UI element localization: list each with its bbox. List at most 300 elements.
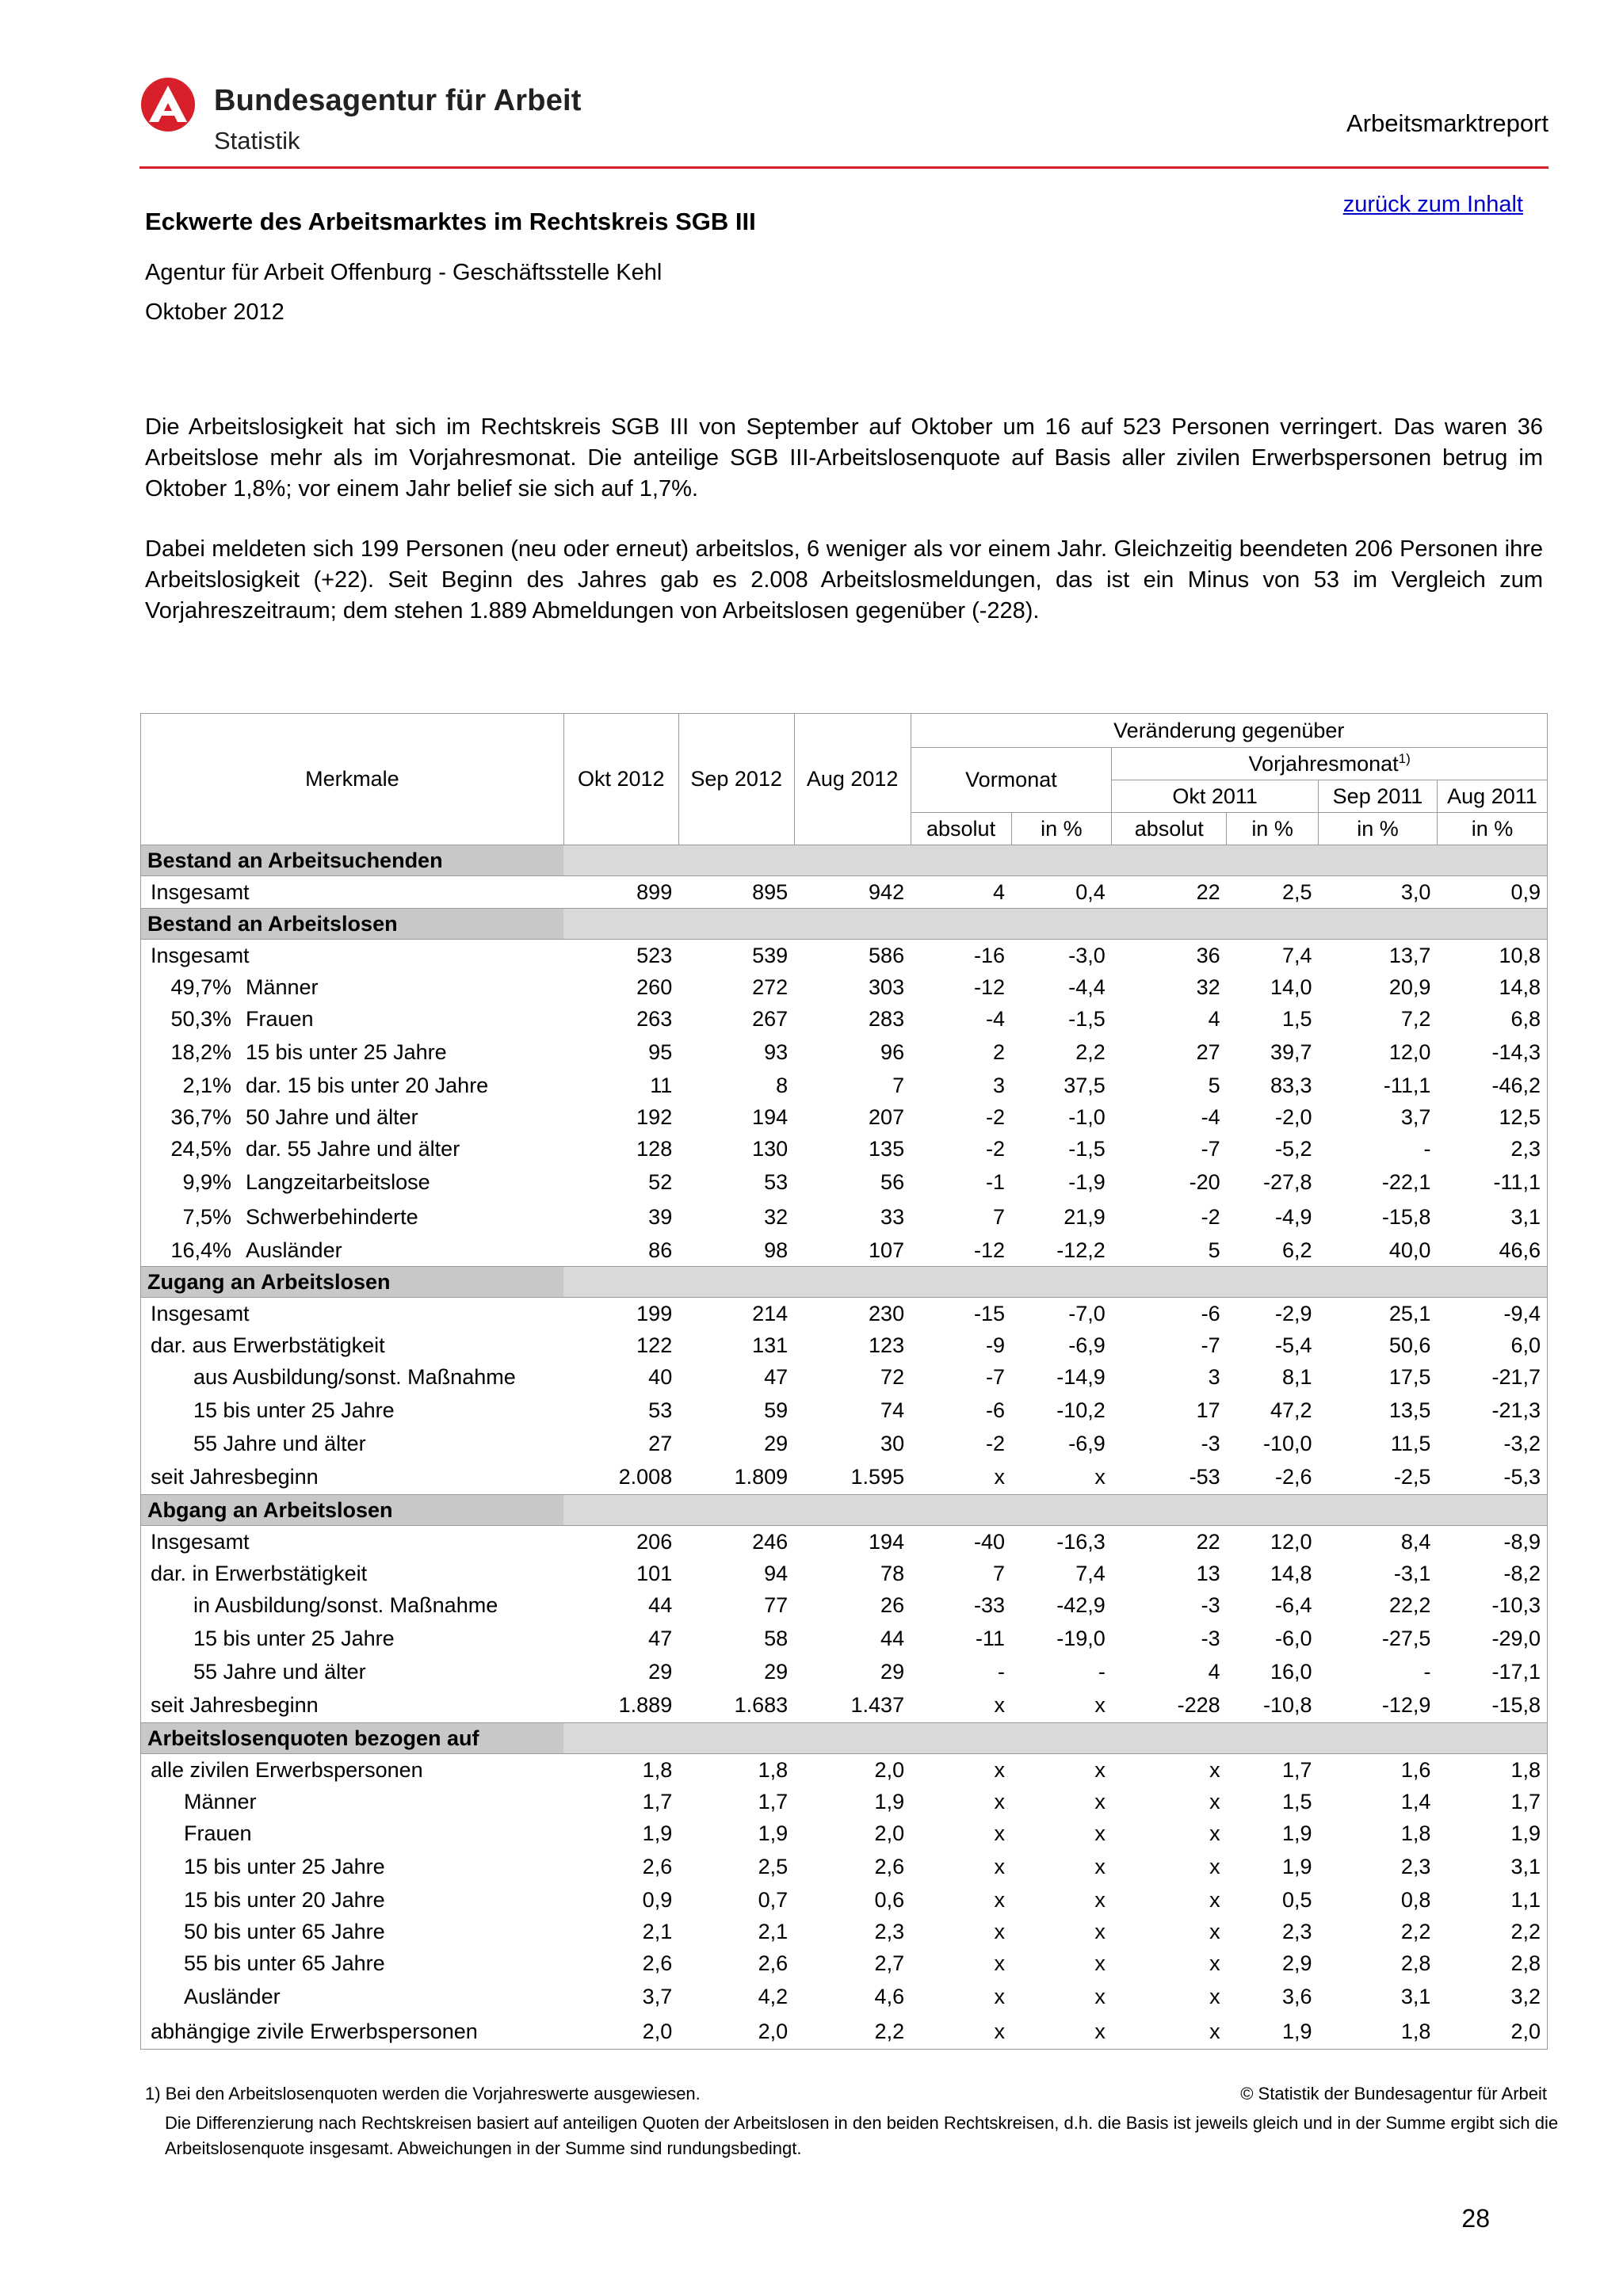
table-row: [141, 1916, 1548, 1947]
value-cell: 272: [752, 974, 789, 999]
value-cell: 7,4: [1281, 943, 1312, 967]
table-row: [141, 1817, 1548, 1849]
section-title: Arbeitslosenquoten bezogen auf: [141, 1723, 564, 1754]
value-cell: -2,9: [1274, 1301, 1312, 1325]
table-row: [141, 1199, 1548, 1234]
table-row: [141, 2014, 1548, 2050]
value-cell: 2,0: [1437, 2014, 1547, 2050]
value-cell: x: [1094, 1951, 1106, 1975]
table-row: [141, 1165, 1548, 1199]
value-cell: -7: [985, 1364, 1005, 1389]
value-cell: 40,0: [1388, 1238, 1431, 1262]
value-cell: 17: [1196, 1398, 1220, 1422]
value-cell: 3,6: [1281, 1984, 1312, 2008]
value-cell: 2,3: [1437, 1133, 1547, 1165]
value-cell: 11: [650, 1073, 673, 1097]
header-sep2011-pct: in %: [1319, 813, 1438, 845]
value-cell: x: [1209, 1951, 1220, 1975]
value-cell: -3,1: [1393, 1561, 1431, 1585]
value-cell: 95: [648, 1039, 673, 1064]
section-title: Bestand an Arbeitsuchenden: [141, 845, 564, 876]
value-cell: -4,9: [1274, 1204, 1312, 1229]
value-cell: 1,8: [1437, 1754, 1547, 1787]
row-label-cell: [141, 1298, 564, 1330]
value-cell: 2,2: [1400, 1919, 1431, 1943]
value-cell: 78: [880, 1561, 905, 1585]
value-cell: 22,2: [1388, 1592, 1431, 1617]
value-cell: 3: [992, 1073, 1005, 1097]
value-cell: -6,0: [1274, 1626, 1312, 1650]
value-cell: x: [1094, 1919, 1106, 1943]
labour-market-table: [140, 713, 1548, 2050]
value-cell: 1.809: [734, 1464, 789, 1489]
value-cell: 2,6: [642, 1854, 673, 1878]
value-cell: 246: [752, 1529, 789, 1554]
value-cell: -15,8: [1437, 1688, 1547, 1723]
table-row: [141, 1688, 1548, 1723]
table-row: [141, 1133, 1548, 1165]
value-cell: 895: [752, 879, 789, 904]
value-cell: 11,5: [1390, 1431, 1431, 1455]
value-cell: -9: [985, 1333, 1005, 1357]
row-label: seit Jahresbeginn: [151, 1692, 319, 1717]
value-cell: x: [1209, 1887, 1220, 1912]
footnote-1: 1) Bei den Arbeitslosenquoten werden die Vorjahreswerte ausgewiesen.: [145, 2084, 701, 2103]
row-label: aus Ausbildung/sonst. Maßnahme: [193, 1364, 516, 1389]
row-label-cell: [141, 1979, 564, 2014]
value-cell: 20,9: [1388, 974, 1431, 999]
value-cell: 2,9: [1281, 1951, 1312, 1975]
value-cell: 32: [1196, 974, 1220, 999]
row-share: 18,2%: [170, 1039, 231, 1064]
value-cell: -46,2: [1437, 1070, 1547, 1101]
value-cell: 1,9: [758, 1821, 789, 1845]
copyright: © Statistik der Bundesagentur für Arbeit: [1240, 2084, 1547, 2103]
row-share: 9,9%: [182, 1169, 231, 1194]
value-cell: x: [994, 1464, 1005, 1489]
value-cell: -2: [985, 1104, 1005, 1129]
value-cell: -: [1423, 1659, 1431, 1684]
value-cell: -: [998, 1659, 1005, 1684]
value-cell: -3: [1201, 1592, 1220, 1617]
value-cell: 230: [869, 1301, 905, 1325]
value-cell: -6,4: [1274, 1592, 1312, 1617]
value-cell: -1,0: [1068, 1104, 1106, 1129]
value-cell: -3,0: [1068, 943, 1106, 967]
section-header-row: [141, 909, 1548, 940]
value-cell: x: [994, 1692, 1005, 1717]
row-label-cell: [141, 1070, 564, 1101]
value-cell: -21,3: [1437, 1393, 1547, 1428]
value-cell: 1.683: [734, 1692, 789, 1717]
row-label: Insgesamt: [151, 943, 250, 967]
header-vormonat: Vormonat: [911, 748, 1112, 813]
value-cell: 4,2: [758, 1984, 789, 2008]
value-cell: 8,4: [1400, 1529, 1431, 1554]
header-vorjahresmonat: Vorjahresmonat$^{1)}$: [1112, 748, 1548, 780]
value-cell: 586: [869, 943, 905, 967]
value-cell: 93: [764, 1039, 789, 1064]
row-label-cell: [141, 1817, 564, 1849]
value-cell: 44: [880, 1626, 905, 1650]
value-cell: 1,7: [642, 1789, 673, 1814]
table-row: [141, 1786, 1548, 1817]
row-label-cell: [141, 1133, 564, 1165]
value-cell: 192: [636, 1104, 673, 1129]
value-cell: 27: [648, 1431, 673, 1455]
row-label-cell: [141, 1361, 564, 1393]
row-label: Frauen: [246, 1006, 314, 1031]
value-cell: 2,3: [874, 1919, 905, 1943]
row-label: dar. aus Erwerbstätigkeit: [151, 1333, 385, 1357]
value-cell: 30: [880, 1431, 905, 1455]
value-cell: 1,9: [1281, 1854, 1312, 1878]
table-row: [141, 1393, 1548, 1428]
value-cell: 44: [648, 1592, 673, 1617]
value-cell: 303: [869, 974, 905, 999]
value-cell: 2,6: [874, 1854, 905, 1878]
value-cell: 14,8: [1437, 971, 1547, 1003]
value-cell: 74: [880, 1398, 905, 1422]
value-cell: -33: [973, 1592, 1005, 1617]
header-aug-2012: Aug 2012: [794, 714, 911, 845]
row-label: dar. 15 bis unter 20 Jahre: [246, 1073, 489, 1097]
value-cell: -12,2: [1056, 1238, 1106, 1262]
value-cell: 1,9: [642, 1821, 673, 1845]
value-cell: 22: [1196, 1529, 1220, 1554]
row-label: dar. in Erwerbstätigkeit: [151, 1561, 368, 1585]
row-label: 50 Jahre und älter: [246, 1104, 418, 1129]
value-cell: -2,0: [1274, 1104, 1312, 1129]
value-cell: 29: [764, 1431, 789, 1455]
value-cell: x: [994, 1854, 1005, 1878]
row-label: Männer: [184, 1789, 257, 1814]
value-cell: x: [1209, 1854, 1220, 1878]
value-cell: -27,8: [1262, 1169, 1312, 1194]
row-label: 55 bis unter 65 Jahre: [184, 1951, 385, 1975]
value-cell: 1,1: [1437, 1884, 1547, 1916]
value-cell: -1,5: [1068, 1006, 1106, 1031]
table-row: [141, 1329, 1548, 1361]
value-cell: 3,1: [1400, 1984, 1431, 2008]
section-header-row: [141, 1723, 1548, 1754]
value-cell: x: [1112, 2014, 1227, 2050]
value-cell: -4: [985, 1006, 1005, 1031]
value-cell: 4: [1208, 1006, 1220, 1031]
value-cell: 1,8: [758, 1757, 789, 1782]
value-cell: -3: [1201, 1626, 1220, 1650]
value-cell: 29: [648, 1659, 673, 1684]
header-divider: [139, 166, 1549, 169]
row-label: Insgesamt: [151, 1529, 250, 1554]
row-label: Insgesamt: [151, 879, 250, 904]
value-cell: 36: [1196, 943, 1220, 967]
table-row: [141, 1849, 1548, 1884]
value-cell: 1,8: [1319, 2014, 1438, 2050]
value-cell: 2,6: [758, 1951, 789, 1975]
value-cell: -42,9: [1056, 1592, 1106, 1617]
value-cell: 2.008: [618, 1464, 673, 1489]
value-cell: -11,1: [1437, 1165, 1547, 1199]
row-share: 16,4%: [170, 1238, 231, 1262]
value-cell: 5: [1208, 1073, 1220, 1097]
back-to-contents-link[interactable]: zurück zum Inhalt: [1342, 192, 1523, 217]
value-cell: 2,0: [678, 2014, 794, 2050]
value-cell: x: [1209, 1984, 1220, 2008]
value-cell: 13,7: [1388, 943, 1431, 967]
row-label-cell: [141, 1558, 564, 1589]
value-cell: -10,0: [1262, 1431, 1312, 1455]
table-row: [141, 1947, 1548, 1979]
value-cell: 2,0: [563, 2014, 678, 2050]
table-row: [141, 940, 1548, 972]
value-cell: -12,9: [1381, 1692, 1431, 1717]
value-cell: 1,7: [1437, 1786, 1547, 1817]
ba-logo-icon: [139, 76, 197, 133]
value-cell: 2,2: [1075, 1039, 1106, 1064]
header-vj-pct: in %: [1227, 813, 1319, 845]
value-cell: 58: [764, 1626, 789, 1650]
value-cell: -228: [1177, 1692, 1220, 1717]
value-cell: 3,7: [642, 1984, 673, 2008]
value-cell: -10,3: [1437, 1589, 1547, 1621]
report-name: Arbeitsmarktreport: [1346, 109, 1549, 137]
value-cell: -7: [1201, 1333, 1220, 1357]
row-label-cell: [141, 1035, 564, 1070]
value-cell: 539: [752, 943, 789, 967]
table-row: [141, 1558, 1548, 1589]
section-header-row: [141, 1267, 1548, 1298]
value-cell: 130: [752, 1136, 789, 1161]
value-cell: 0,7: [758, 1887, 789, 1912]
value-cell: 7: [992, 1561, 1005, 1585]
value-cell: x: [1094, 1692, 1106, 1717]
value-cell: -2: [985, 1136, 1005, 1161]
value-cell: -7,0: [1068, 1301, 1106, 1325]
value-cell: -11: [975, 1626, 1005, 1650]
value-cell: 107: [869, 1238, 905, 1262]
header-sep-2011: Sep 2011: [1319, 780, 1438, 813]
value-cell: x: [1011, 2014, 1112, 2050]
value-cell: 2,5: [1281, 879, 1312, 904]
value-cell: -10,2: [1056, 1398, 1106, 1422]
value-cell: 2,1: [758, 1919, 789, 1943]
value-cell: 2,2: [1437, 1916, 1547, 1947]
value-cell: 4: [992, 879, 1005, 904]
value-cell: 123: [869, 1333, 905, 1357]
value-cell: 1,5: [1281, 1006, 1312, 1031]
header-vj-absolut: absolut: [1112, 813, 1227, 845]
value-cell: -19,0: [1056, 1626, 1106, 1650]
table-row: [141, 1101, 1548, 1133]
value-cell: 1,9: [1281, 1821, 1312, 1845]
value-cell: 3,0: [1400, 879, 1431, 904]
value-cell: -5,3: [1437, 1459, 1547, 1495]
row-label-cell: [141, 1656, 564, 1688]
value-cell: 2: [992, 1039, 1005, 1064]
value-cell: 59: [764, 1398, 789, 1422]
value-cell: 2,5: [758, 1854, 789, 1878]
value-cell: 5: [1208, 1238, 1220, 1262]
row-label-cell: [141, 1754, 564, 1787]
value-cell: -12: [973, 974, 1005, 999]
value-cell: -53: [1189, 1464, 1220, 1489]
value-cell: 77: [764, 1592, 789, 1617]
value-cell: 26: [880, 1592, 905, 1617]
value-cell: 32: [764, 1204, 789, 1229]
row-label: 15 bis unter 25 Jahre: [193, 1398, 395, 1422]
value-cell: 199: [636, 1301, 673, 1325]
value-cell: -8,9: [1437, 1526, 1547, 1558]
value-cell: -1,5: [1068, 1136, 1106, 1161]
value-cell: 2,6: [642, 1951, 673, 1975]
value-cell: -40: [973, 1529, 1005, 1554]
row-label: 50 bis unter 65 Jahre: [184, 1919, 385, 1943]
row-label-cell: [141, 971, 564, 1003]
section-header-row: [141, 845, 1548, 876]
row-label-cell: [141, 1916, 564, 1947]
value-cell: x: [994, 1919, 1005, 1943]
page-title: Eckwerte des Arbeitsmarktes im Rechtskreis SGB III: [145, 208, 756, 235]
value-cell: -2: [985, 1431, 1005, 1455]
row-label: Insgesamt: [151, 1301, 250, 1325]
header-merkmale: Merkmale: [141, 714, 564, 845]
row-label-cell: [141, 1165, 564, 1199]
value-cell: 13,5: [1388, 1398, 1431, 1422]
value-cell: 3,1: [1437, 1849, 1547, 1884]
row-share: 7,5%: [182, 1204, 231, 1229]
value-cell: 1,7: [758, 1789, 789, 1814]
page-number: 28: [1461, 2204, 1490, 2233]
row-label-cell: [141, 1234, 564, 1267]
value-cell: -6: [985, 1398, 1005, 1422]
value-cell: -2,6: [1274, 1464, 1312, 1489]
value-cell: 39: [648, 1204, 673, 1229]
value-cell: -22,1: [1381, 1169, 1431, 1194]
value-cell: 47: [764, 1364, 789, 1389]
value-cell: -16: [973, 943, 1005, 967]
row-label-cell: [141, 1101, 564, 1133]
value-cell: -2,5: [1393, 1464, 1431, 1489]
table-row: [141, 1979, 1548, 2014]
row-label: Schwerbehinderte: [246, 1204, 418, 1229]
value-cell: -15,8: [1381, 1204, 1431, 1229]
value-cell: 899: [636, 879, 673, 904]
value-cell: -3: [1201, 1431, 1220, 1455]
value-cell: 39,7: [1270, 1039, 1312, 1064]
value-cell: 40: [648, 1364, 673, 1389]
value-cell: 12,0: [1270, 1529, 1312, 1554]
value-cell: 4,6: [874, 1984, 905, 2008]
row-label-cell: [141, 1329, 564, 1361]
value-cell: x: [994, 1789, 1005, 1814]
table-row: [141, 1526, 1548, 1558]
row-label: Ausländer: [246, 1238, 342, 1262]
value-cell: -16,3: [1056, 1529, 1106, 1554]
value-cell: 72: [880, 1364, 905, 1389]
row-label-cell: [141, 1589, 564, 1621]
value-cell: 7: [992, 1204, 1005, 1229]
row-label: 55 Jahre und älter: [193, 1431, 366, 1455]
value-cell: 8: [776, 1073, 789, 1097]
value-cell: x: [994, 1984, 1005, 2008]
value-cell: x: [1094, 1821, 1106, 1845]
row-label-cell: [141, 1884, 564, 1916]
value-cell: 21,9: [1064, 1204, 1106, 1229]
value-cell: -5,4: [1274, 1333, 1312, 1357]
value-cell: 2,8: [1400, 1951, 1431, 1975]
table-row: [141, 1459, 1548, 1495]
value-cell: 29: [880, 1659, 905, 1684]
value-cell: 53: [764, 1169, 789, 1194]
row-label-cell: [141, 1526, 564, 1558]
value-cell: 12,0: [1388, 1039, 1431, 1064]
row-label: in Ausbildung/sonst. Maßnahme: [193, 1592, 498, 1617]
value-cell: x: [1094, 1887, 1106, 1912]
value-cell: 0,4: [1075, 879, 1106, 904]
value-cell: 135: [869, 1136, 905, 1161]
value-cell: 4: [1208, 1659, 1220, 1684]
value-cell: 3,1: [1437, 1199, 1547, 1234]
value-cell: -12: [973, 1238, 1005, 1262]
value-cell: 12,5: [1437, 1101, 1547, 1133]
value-cell: 1.595: [850, 1464, 905, 1489]
row-label: seit Jahresbeginn: [151, 1464, 319, 1489]
value-cell: 260: [636, 974, 673, 999]
footnote-marker: 1): [1398, 751, 1411, 766]
value-cell: -20: [1189, 1169, 1220, 1194]
value-cell: 25,1: [1388, 1301, 1431, 1325]
row-label: Frauen: [184, 1821, 252, 1845]
row-label: abhängige zivile Erwerbspersonen: [151, 2019, 478, 2043]
value-cell: -21,7: [1437, 1361, 1547, 1393]
value-cell: 214: [752, 1301, 789, 1325]
header-vm-pct: in %: [1011, 813, 1112, 845]
value-cell: -6,9: [1068, 1333, 1106, 1357]
header-sep-2012: Sep 2012: [678, 714, 794, 845]
value-cell: x: [1094, 1854, 1106, 1878]
value-cell: 2,0: [874, 1821, 905, 1845]
value-cell: 0,9: [1437, 876, 1547, 909]
row-label: alle zivilen Erwerbspersonen: [151, 1757, 423, 1782]
value-cell: 1,9: [1227, 2014, 1319, 2050]
value-cell: -1: [985, 1169, 1005, 1194]
value-cell: x: [1209, 1919, 1220, 1943]
value-cell: 7,4: [1075, 1561, 1106, 1585]
row-label-cell: [141, 1199, 564, 1234]
value-cell: 194: [752, 1104, 789, 1129]
value-cell: 3,2: [1437, 1979, 1547, 2014]
section-title: Zugang an Arbeitslosen: [141, 1267, 564, 1298]
table-row: [141, 1621, 1548, 1656]
row-share: 2,1%: [182, 1073, 231, 1097]
value-cell: 267: [752, 1006, 789, 1031]
value-cell: x: [1209, 1757, 1220, 1782]
row-share: 49,7%: [170, 974, 231, 999]
value-cell: -14,3: [1437, 1035, 1547, 1070]
row-label-cell: [141, 2014, 564, 2050]
value-cell: 1,8: [642, 1757, 673, 1782]
value-cell: 1,6: [1400, 1757, 1431, 1782]
table-row: [141, 1003, 1548, 1035]
value-cell: x: [1094, 1984, 1106, 2008]
value-cell: -: [1098, 1659, 1106, 1684]
value-cell: 14,0: [1270, 974, 1312, 999]
row-share: 50,3%: [170, 1006, 231, 1031]
value-cell: 52: [648, 1169, 673, 1194]
value-cell: 86: [648, 1238, 673, 1262]
value-cell: 2,1: [642, 1919, 673, 1943]
